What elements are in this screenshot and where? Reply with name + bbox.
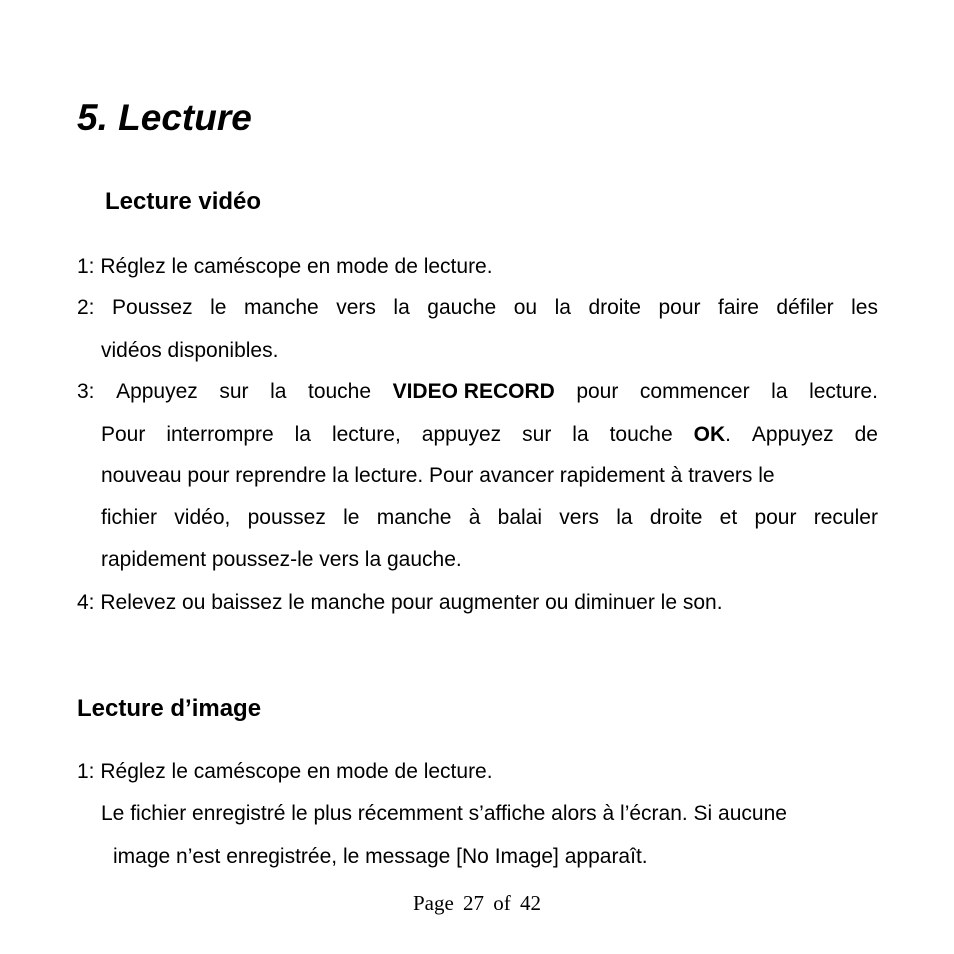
video-step-4: 4: Relevez ou baissez le manche pour augmenter ou diminuer le son.: [77, 591, 723, 614]
image-heading: Lecture d’image: [77, 695, 262, 722]
word: droite: [649, 506, 703, 529]
video-step-3-line-5: rapidement poussez-le vers la gauche.: [101, 548, 462, 571]
word: la: [393, 296, 410, 319]
footer-page-number: 27: [463, 891, 485, 915]
video-step-3-line-4: [101, 505, 878, 531]
word: touche: [609, 423, 673, 446]
word: ou: [513, 296, 538, 319]
word: la: [294, 423, 311, 446]
word: poussez: [247, 506, 326, 529]
word: la: [771, 380, 788, 403]
word: lecture,: [331, 423, 401, 446]
word: touche: [307, 380, 372, 403]
video-step-2-line-1: [77, 295, 878, 321]
word: gauche: [427, 296, 497, 319]
word: Poussez: [112, 296, 193, 319]
word: pour: [754, 506, 797, 529]
word: défiler: [776, 296, 834, 319]
ok-key-group: [694, 422, 731, 448]
word: fichier: [101, 506, 158, 529]
video-step-3-line-1: [77, 379, 878, 405]
word: vidéo,: [174, 506, 231, 529]
word: 3:: [77, 380, 95, 403]
word: faire: [718, 296, 759, 319]
word: la: [270, 380, 287, 403]
word: et: [719, 506, 738, 529]
video-record-key: VIDEO RECORD: [392, 380, 555, 403]
video-step-3-line-3: nouveau pour reprendre la lecture. Pour avancer rapidement à travers le: [101, 464, 775, 487]
word: droite: [588, 296, 641, 319]
word: reculer: [813, 506, 878, 529]
word: commencer: [639, 380, 750, 403]
footer-page-total: 42: [520, 891, 542, 915]
video-heading: Lecture vidéo: [105, 188, 262, 215]
word: manche: [243, 296, 319, 319]
word: le: [343, 506, 360, 529]
word: Pour: [101, 423, 146, 446]
word: la: [554, 296, 571, 319]
word: 2:: [77, 296, 95, 319]
ok-period: .: [725, 423, 731, 446]
word: balai: [497, 506, 543, 529]
appuyez-word: Appuyez: [751, 423, 834, 446]
word: vers: [559, 506, 599, 529]
word: sur: [522, 423, 552, 446]
word: la: [572, 423, 589, 446]
image-step-1-line-2: Le fichier enregistré le plus récemment s’affiche alors à l’écran. Si aucune: [101, 802, 787, 825]
word: vers: [336, 296, 376, 319]
word: sur: [219, 380, 249, 403]
word: les: [851, 296, 878, 319]
footer-of-word: of: [493, 891, 511, 915]
word: appuyez: [421, 423, 502, 446]
video-step-1: 1: Réglez le caméscope en mode de lecture.: [77, 255, 493, 278]
de-word: de: [854, 423, 878, 446]
section-title: 5. Lecture: [77, 97, 252, 138]
footer-page-word: Page: [412, 891, 454, 915]
word: le: [210, 296, 227, 319]
word: la: [616, 506, 633, 529]
image-step-1: 1: Réglez le caméscope en mode de lecture.: [77, 760, 493, 783]
page-footer: [0, 890, 954, 916]
word: interrompre: [166, 423, 274, 446]
word: manche: [376, 506, 452, 529]
video-step-3-line-2: [101, 422, 878, 448]
word: Appuyez: [116, 380, 198, 403]
word: pour: [658, 296, 701, 319]
ok-key: OK: [693, 423, 726, 446]
word: lecture.: [809, 380, 878, 403]
word: à: [468, 506, 481, 529]
video-step-2-line-2: vidéos disponibles.: [101, 339, 279, 362]
image-step-1-line-3: image n’est enregistrée, le message [No Image] apparaît.: [113, 845, 648, 868]
word: pour: [576, 380, 619, 403]
